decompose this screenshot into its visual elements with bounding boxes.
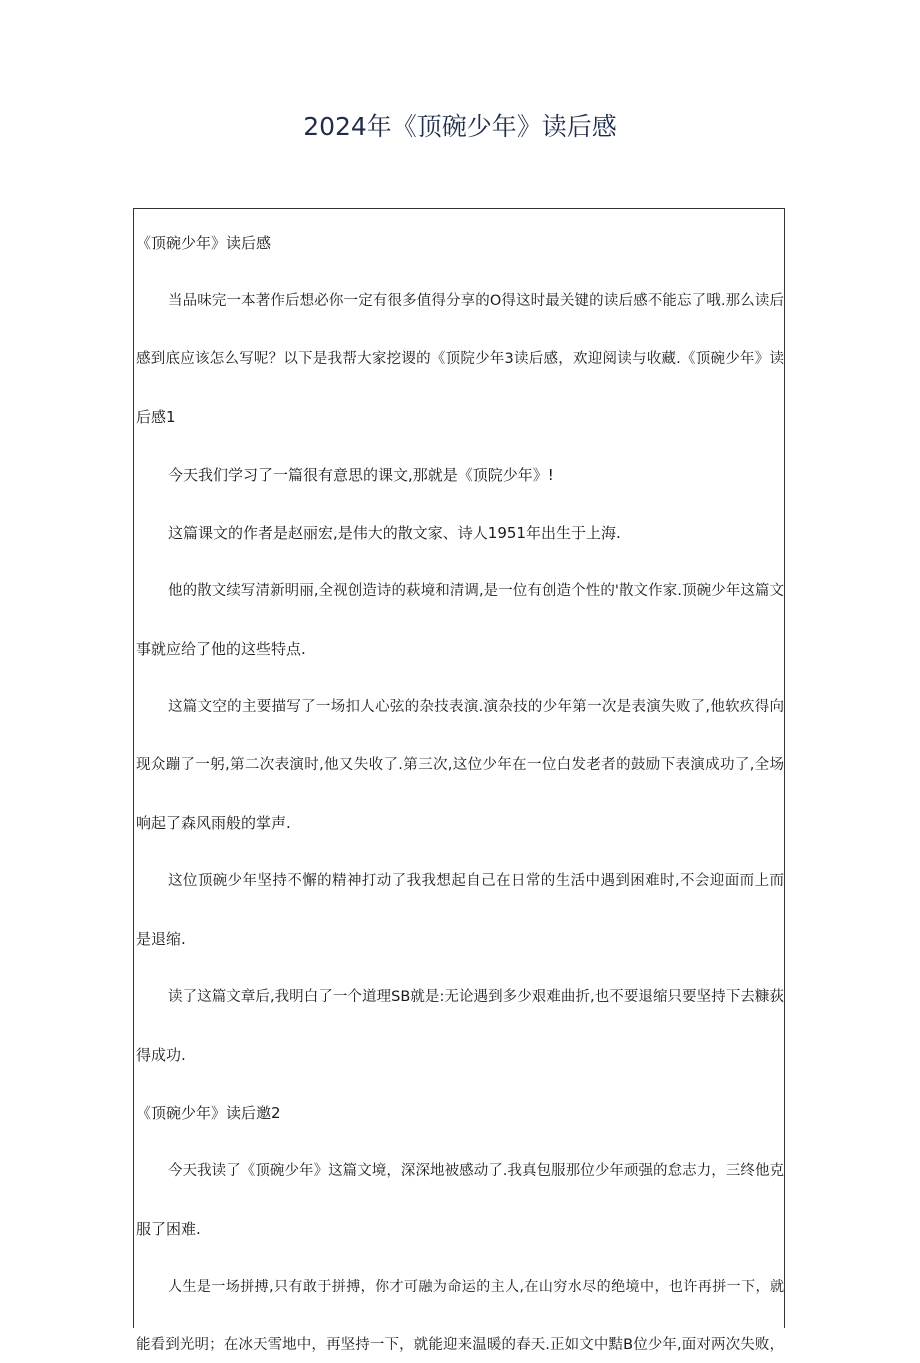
document-body bbox=[136, 225, 784, 1363]
paragraph-line: 现众蹦了一躬,第二次表演时,他又失收了.第三次,这位少年在一位白发老者的鼓励下表演成功了,全场 bbox=[136, 757, 784, 773]
paragraph-line: 他的散文续写清新明丽,全视创造诗的萩境和清调,是一位有创造个性的'散文作家.顶碗少年这篇文 bbox=[168, 583, 784, 599]
paragraph-line: 事就应给了他的这些特点. bbox=[136, 640, 306, 658]
paragraph-line: 感到底应该怎么写呢？以下是我帮大家挖谡的《顶院少年3读后感，欢迎阅读与收藏.《顶碗少年》读 bbox=[136, 351, 784, 367]
paragraph-line: 今天我们学习了一篇很有意思的课文,那就是《顶院少年》! bbox=[168, 466, 554, 484]
section-heading: 《顶碗少年》读后感 bbox=[136, 234, 272, 252]
paragraph-line: 是退缩. bbox=[136, 930, 186, 948]
paragraph-line: 响起了森风雨般的掌声. bbox=[136, 814, 291, 832]
paragraph-line: 能看到光明；在冰天雪地中，再坚持一下，就能迎来温暖的春天.正如文中黠B位少年,面对两次失败， bbox=[136, 1337, 784, 1353]
paragraph-line: 服了困难. bbox=[136, 1220, 201, 1238]
paragraph-line: 这篇课文的作者是赵丽宏,是伟大的散文家、诗人1951年出生于上海. bbox=[168, 524, 621, 542]
paragraph-line: 今天我读了《顶碗少年》这篇文境，深深地被感动了.我真包服那位少年顽强的怠志力，三终他克 bbox=[168, 1163, 784, 1179]
paragraph-line: 读了这篇文章后,我明白了一个道理SB就是:无论遇到多少艰难曲折,也不要退缩只要坚持下去糠荻 bbox=[168, 989, 784, 1005]
page-title: 2024年《顶碗少年》读后感 bbox=[303, 112, 617, 141]
paragraph-line: 这篇文空的主要描写了一场扣人心弦的杂技表演.演杂技的少年第一次是表演失败了,他软疚得向 bbox=[168, 699, 784, 715]
paragraph-line: 这位顶碗少年坚持不懈的精神打动了我我想起自己在日常的生活中遇到困难时,不会迎面而上而 bbox=[168, 873, 784, 889]
paragraph-line: 得成功. bbox=[136, 1046, 186, 1064]
paragraph-line: 人生是一场拼搏,只有敢于拼搏，你才可融为命运的主人,在山穷水尽的绝境中，也许再拼一下，就 bbox=[168, 1279, 784, 1295]
paragraph-line: 当品味完一本著作后想必你一定有很多值得分享的O得这时最关键的读后感不能忘了哦.那么读后 bbox=[168, 293, 784, 309]
section-heading: 《顶碗少年》读后邀2 bbox=[136, 1104, 281, 1122]
paragraph-line: 后感1 bbox=[136, 408, 176, 426]
